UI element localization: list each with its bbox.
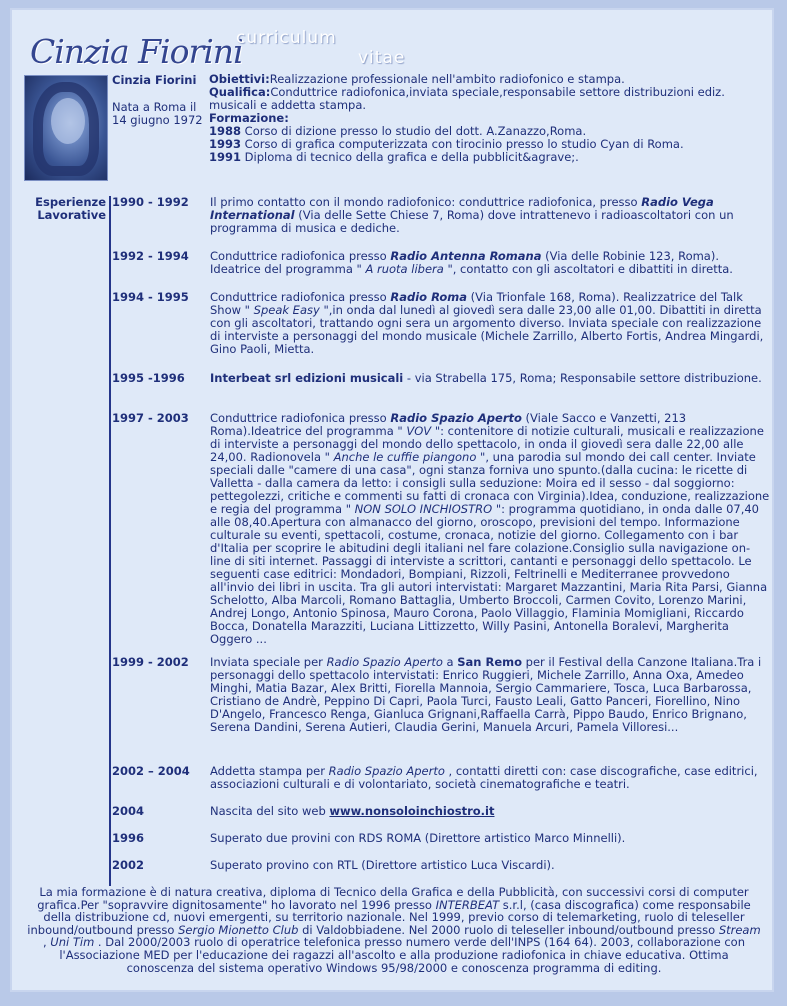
qualifica-row xyxy=(209,86,764,112)
job-description: Conduttrice radiofonica presso Radio Antenna Romana (Via delle Robinie 123, Roma). Ideatrice del programma " A ruota libera ", contatto con gli ascoltatori e dibattiti in diretta. xyxy=(210,249,733,276)
header-vitae: vitae xyxy=(358,48,406,68)
profile-birth: Nata a Roma il 14 giugno 1972 xyxy=(112,100,203,127)
job-description: Addetta stampa per Radio Spazio Aperto , contatti diretti con: case discografiche, case editrici, associazioni culturali e di volontariato, società cinematografiche e teatri. xyxy=(210,764,758,791)
job-years: 1996 xyxy=(112,831,145,845)
profile-photo xyxy=(24,75,108,181)
website-link[interactable]: www.nonsoloinchiostro.it xyxy=(329,804,495,818)
header-curriculum: curriculum xyxy=(236,28,337,48)
company-name: Radio Spazio Aperto xyxy=(390,411,522,425)
job-years: 1994 - 1995 xyxy=(112,290,189,304)
program-name: NON SOLO INCHIOSTRO xyxy=(354,502,493,516)
job-years: 1992 - 1994 xyxy=(112,249,189,263)
job-years: 1990 - 1992 xyxy=(112,195,189,209)
section-label: Esperienze Lavorative xyxy=(35,195,106,222)
qualifica-label: Qualifica: xyxy=(209,85,271,99)
summary-paragraph: La mia formazione è di natura creativa, diploma di Tecnico della Grafica e della Pubblicità, con successivi corsi di computer grafica.Per "sopravvire dignitosamente" ho lavorato nel 1996 presso INTERBEAT s.r.l, (casa discografica) come responsabile della distribuzione cd, nuovi emergenti, su territorio nazionale. Nel 1999, previo corso di telemarketing, ruolo di teleseller inbound/outbound presso Sergio Mionetto Club di Valdobbiadene. Nel 2000 ruolo di teleseller inbound/outbound presso Stream , Uni Tim . Dal 2000/2003 ruolo di operatrice telefonica presso numero verde dell'INPS (164 64). 2003, collaborazione con l'Associazione MED per l'educazione dei ragazzi all'ascolto e alla produzione radiofonica in chiave educativa. Ottima conoscenza del sistema operativo Windows 95/98/2000 e conoscenza programma di editing. xyxy=(27,885,761,975)
job-description: Nascita del sito web www.nonsoloinchiostro.it xyxy=(210,804,495,818)
cv-page xyxy=(10,8,774,992)
company-name: Radio Spazio Aperto xyxy=(326,655,443,669)
profile-summary xyxy=(209,73,764,164)
obiettivi-label: Obiettivi: xyxy=(209,72,270,86)
job-description: Superato due provini con RDS ROMA (Direttore artistico Marco Minnelli). xyxy=(210,831,626,845)
job-years: 1997 - 2003 xyxy=(112,411,189,425)
formazione-item: 1991 Diploma di tecnico della grafica e della pubblicit&agrave;. xyxy=(209,150,579,164)
company-name: Interbeat srl edizioni musicali xyxy=(210,371,404,385)
company-name: Radio Antenna Romana xyxy=(390,249,542,263)
header-name: Cinzia Fiorini xyxy=(30,32,243,71)
job-description: Interbeat srl edizioni musicali - via Strabella 175, Roma; Responsabile settore distribuzione. xyxy=(210,371,762,385)
header xyxy=(30,28,530,78)
job-years: 2002 xyxy=(112,858,145,872)
company-name: Radio Vega International xyxy=(210,195,714,222)
event-name: San Remo xyxy=(457,655,523,669)
formazione-label: Formazione: xyxy=(209,111,289,125)
job-years: 2004 xyxy=(112,804,145,818)
formazione-item: 1988 Corso di dizione presso lo studio del dott. A.Zanazzo,Roma. xyxy=(209,124,587,138)
job-years: 2002 – 2004 xyxy=(112,764,190,778)
formazione-item: 1993 Corso di grafica computerizzata con tirocinio presso lo studio Cyan di Roma. xyxy=(209,137,684,151)
program-name: A ruota libera xyxy=(365,262,444,276)
company-name: Radio Spazio Aperto xyxy=(328,764,445,778)
obiettivi-text: Realizzazione professionale nell'ambito radiofonico e stampa. xyxy=(269,72,625,86)
company-name: Radio Roma xyxy=(390,290,467,304)
job-description: Inviata speciale per Radio Spazio Aperto a San Remo per il Festival della Canzone Italiana.Tra i personaggi dello spettacolo intervistati: Enrico Ruggieri, Michele Zarrillo, Anna Oxa, Amedeo Minghi, Matia Bazar, Alex Britti, Fiorella Mannoia, Sergio Cammariere, Tosca, Luca Barbarossa, Cristiano de Andrè, Peppino Di Capri, Paola Turci, Fausto Leali, Gatto Panceri, Fiorellino, Nino D'Angelo, Francesco Renga, Gianluca Grignani,Raffaella Carrà, Pippo Baudo, Enrico Brignano, Serena Dandini, Serena Autieri, Claudia Gerini, Manuela Arcuri, Pamela Villoresi... xyxy=(210,655,762,734)
job-years: 1999 - 2002 xyxy=(112,655,189,669)
job-description: Il primo contatto con il mondo radiofonico: conduttrice radiofonica, presso Radio Vega International (Via delle Sette Chiese 7, Roma) dove intrattenevo i radioascoltatori con un programma di musica e dediche. xyxy=(210,195,734,235)
job-description: Conduttrice radiofonica presso Radio Roma (Via Trionfale 168, Roma). Realizzatrice del Talk Show " Speak Easy ",in onda dal lunedì al giovedì sera dalle 23,00 alle 01,00. Dibattiti in diretta con gli ascoltatori, trattando ogni sera un argomento diverso. Inviata speciale con realizzazione di interviste a personaggi del mondo musicale (Michele Zarrillo, Alberto Fortis, Andrea Mingardi, Gino Paoli, Mietta. xyxy=(210,290,764,356)
job-description: Conduttrice radiofonica presso Radio Spazio Aperto (Viale Sacco e Vanzetti, 213 Roma).Ideatrice del programma " VOV ": contenitore di notizie culturali, musicali e realizzazione di interviste a personaggi del mondo dello spettacolo, in onda il giovedì sera dalle 22,00 alle 24,00. Radionovela " Anche le cuffie piangono ", una parodia sul mondo dei call center. Inviate speciali dalle "camere di una casa", ogni stanza forniva uno spunto.(dalla cucina: le ricette di Valletta - dalla camera da letto: i consigli sulla seduzione: Moira ed il sesso - dal soggiorno: pettegolezzi, critiche e commenti su fatti di cronaca con Virginia).Idea, conduzione, realizzazione e regia del programma " NON SOLO INCHIOSTRO ": programma quotidiano, in onda dalle 07,40 alle 08,40.Apertura con almanacco del giorno, oroscopo, previsioni del tempo. Informazione culturale su eventi, spettacoli, costume, cronaca, notizie del giorno. Collegamento con i bar d'Italia per scoprire le abitudini degli italiani nel fare colazione.Consiglio sulla navigazione on-line di siti internet. Passaggi di interviste a scrittori, cantanti e personaggi dello spettacolo. Le seguenti case editrici: Mondadori, Bompiani, Rizzoli, Feltrinelli e Mediterranee provvedono all'invio dei libri in uscita. Tra gli autori intervistati: Margaret Mazzantini, Maria Rita Parsi, Gianna Schelotto, Alba Marcoli, Romano Battaglia, Umberto Broccoli, Carmen Covito, Lorenzo Marini, Andrej Longo, Antonio Spinosa, Mauro Corona, Paolo Villaggio, Flaminia Momigliani, Riccardo Bocca, Donatella Marazziti, Luciana Littizzetto, Willy Pasini, Antonella Boralevi, Margherita Oggero ... xyxy=(210,411,770,646)
job-description: Superato provino con RTL (Direttore artistico Luca Viscardi). xyxy=(210,858,555,872)
timeline-divider xyxy=(109,196,111,886)
job-years: 1995 -1996 xyxy=(112,371,185,385)
qualifica-text: Conduttrice radiofonica,inviata speciale,responsabile settore distribuzioni ediz. musicali e addetta stampa. xyxy=(209,85,725,112)
program-name: Anche le cuffie piangono xyxy=(333,450,477,464)
profile-name: Cinzia Fiorini xyxy=(112,73,197,87)
program-name: VOV xyxy=(406,424,432,438)
program-name: Speak Easy xyxy=(253,303,320,317)
